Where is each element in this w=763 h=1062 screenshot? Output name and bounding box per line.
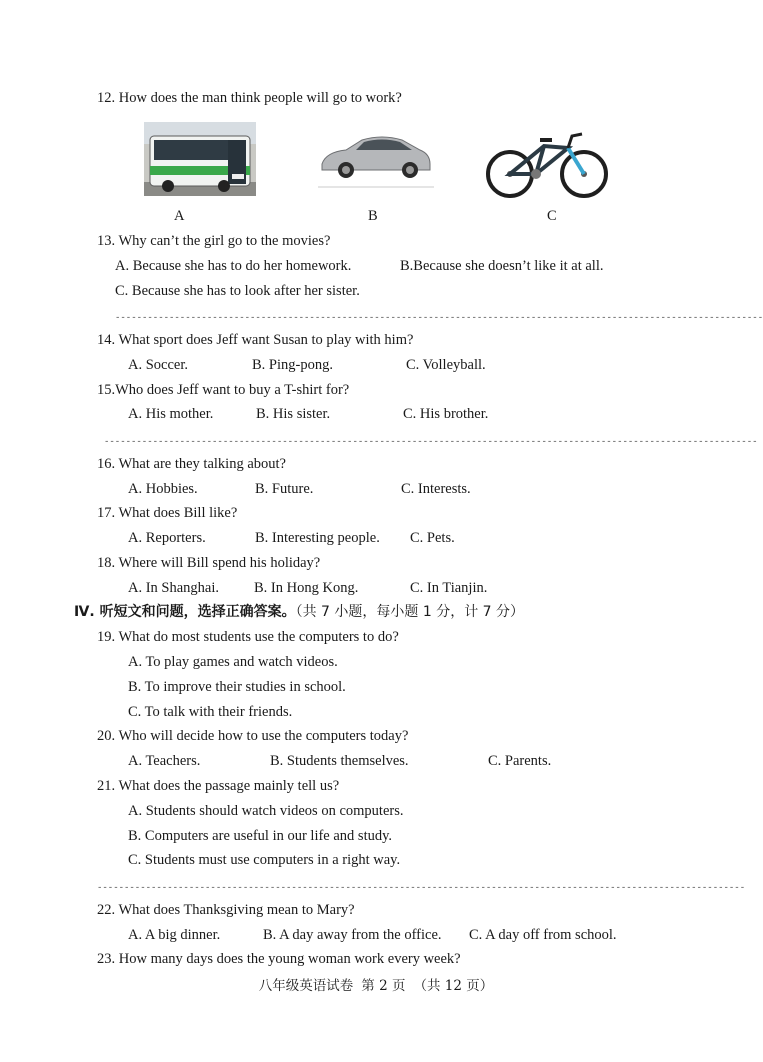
section-heading bbox=[74, 603, 524, 621]
car-picture bbox=[316, 128, 436, 192]
question-15: 15.Who does Jeff want to buy a T-shirt for? bbox=[97, 382, 350, 398]
page-footer bbox=[0, 974, 752, 994]
question-12: 12. How does the man think people will go to work? bbox=[97, 90, 402, 106]
separator-line: ------------------------------------------------------------------------------------------------------------------------- bbox=[104, 437, 758, 447]
q19-option-c: C. To talk with their friends. bbox=[128, 704, 293, 720]
q17-option-a: A. Reporters. bbox=[128, 530, 206, 546]
option-label-a: A bbox=[174, 208, 185, 224]
q15-option-a: A. His mother. bbox=[128, 406, 214, 422]
q17-option-b: B. Interesting people. bbox=[255, 530, 380, 546]
q14-option-c: C. Volleyball. bbox=[406, 357, 486, 373]
q13-option-c: C. Because she has to look after her sister. bbox=[115, 283, 360, 299]
option-label-c: C bbox=[547, 208, 557, 224]
bicycle-picture bbox=[484, 126, 612, 200]
q13-option-b: B.Because she doesn’t like it at all. bbox=[400, 258, 604, 274]
q13-option-a: A. Because she has to do her homework. bbox=[115, 258, 352, 274]
footer-page-number: 第 2 页 bbox=[361, 978, 406, 994]
separator-line: ------------------------------------------------------------------------------------------------------------------------ bbox=[97, 883, 746, 893]
q14-option-b: B. Ping-pong. bbox=[252, 357, 333, 373]
section-title: Ⅳ. 听短文和问题，选择正确答案。 bbox=[74, 604, 296, 620]
q18-option-a: A. In Shanghai. bbox=[128, 580, 220, 596]
q20-option-b: B. Students themselves. bbox=[270, 753, 409, 769]
q16-option-a: A. Hobbies. bbox=[128, 481, 198, 497]
bus-picture bbox=[144, 122, 256, 196]
q16-option-c: C. Interests. bbox=[401, 481, 471, 497]
q14-option-a: A. Soccer. bbox=[128, 357, 188, 373]
question-16: 16. What are they talking about? bbox=[97, 456, 286, 472]
q18-option-b: B. In Hong Kong. bbox=[254, 580, 359, 596]
section-note: （共 7 小题，每小题 1 分，计 7 分） bbox=[295, 604, 525, 620]
question-17: 17. What does Bill like? bbox=[97, 505, 238, 521]
q20-option-c: C. Parents. bbox=[488, 753, 552, 769]
question-22: 22. What does Thanksgiving mean to Mary? bbox=[97, 902, 355, 918]
q21-option-c: C. Students must use computers in a right way. bbox=[128, 852, 401, 868]
question-21: 21. What does the passage mainly tell us? bbox=[97, 778, 340, 794]
footer-subject: 八年级英语试卷 bbox=[258, 978, 354, 994]
option-label-b: B bbox=[368, 208, 378, 224]
q15-option-b: B. His sister. bbox=[256, 406, 331, 422]
q19-option-a: A. To play games and watch videos. bbox=[128, 654, 338, 670]
q22-option-b: B. A day away from the office. bbox=[263, 927, 442, 943]
question-23: 23. How many days does the young woman work every week? bbox=[97, 951, 461, 967]
q21-option-b: B. Computers are useful in our life and study. bbox=[128, 828, 393, 844]
footer-total-pages: （共 12 页） bbox=[413, 978, 494, 994]
q20-option-a: A. Teachers. bbox=[128, 753, 201, 769]
q22-option-a: A. A big dinner. bbox=[128, 927, 221, 943]
q16-option-b: B. Future. bbox=[255, 481, 314, 497]
question-13: 13. Why can’t the girl go to the movies? bbox=[97, 233, 331, 249]
q15-option-c: C. His brother. bbox=[403, 406, 489, 422]
question-20: 20. Who will decide how to use the computers today? bbox=[97, 728, 409, 744]
question-14: 14. What sport does Jeff want Susan to play with him? bbox=[97, 332, 414, 348]
q18-option-c: C. In Tianjin. bbox=[410, 580, 488, 596]
q22-option-c: C. A day off from school. bbox=[469, 927, 617, 943]
q21-option-a: A. Students should watch videos on computers. bbox=[128, 803, 404, 819]
question-19: 19. What do most students use the computers to do? bbox=[97, 629, 399, 645]
question-18: 18. Where will Bill spend his holiday? bbox=[97, 555, 321, 571]
q17-option-c: C. Pets. bbox=[410, 530, 455, 546]
separator-line: ------------------------------------------------------------------------------------------------------------------------ bbox=[115, 313, 763, 323]
q19-option-b: B. To improve their studies in school. bbox=[128, 679, 346, 695]
